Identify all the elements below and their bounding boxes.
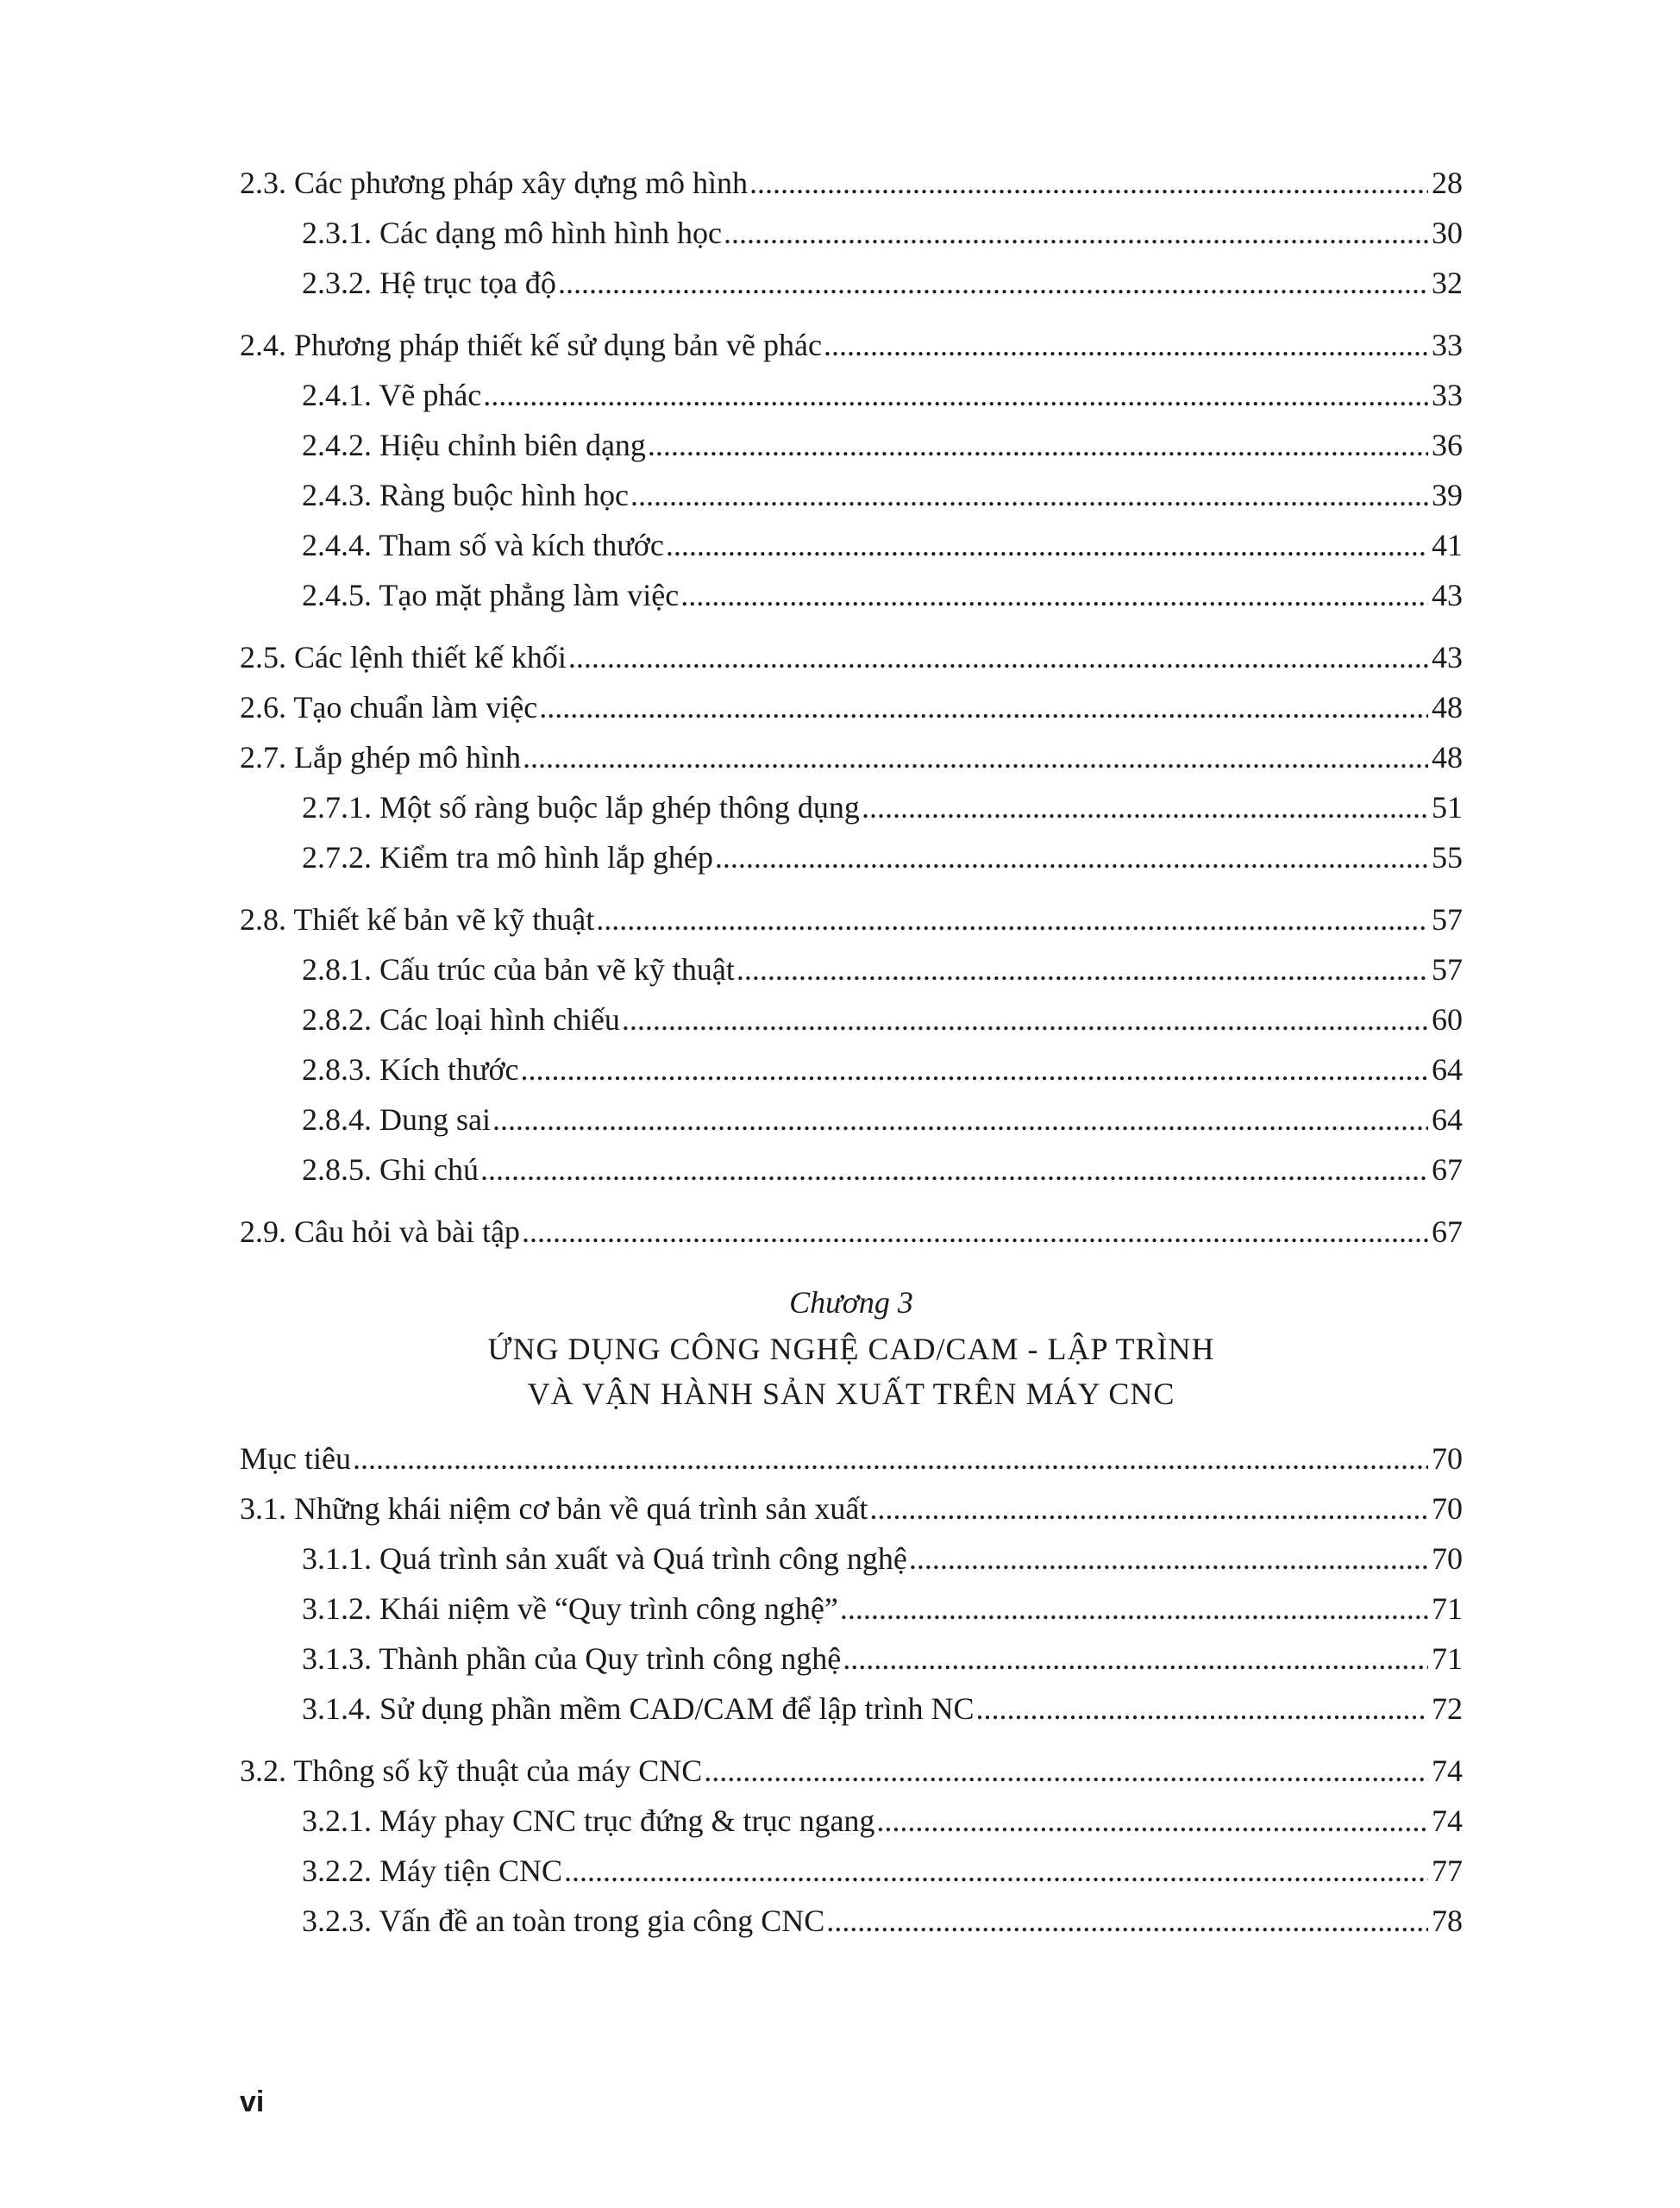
- dot-leader: [492, 1095, 1428, 1145]
- toc-entry-title: 3.2.2. Máy tiện CNC: [302, 1854, 562, 1888]
- toc-entry-page: 33: [1432, 378, 1463, 412]
- toc-subentry[interactable]: [240, 1846, 1463, 1896]
- toc-entry-title: 3.2.1. Máy phay CNC trục đứng & trục ngang: [302, 1803, 875, 1838]
- toc-entry-page: 48: [1432, 740, 1463, 775]
- toc-entry-page: 70: [1432, 1491, 1463, 1526]
- dot-leader: [975, 1684, 1428, 1734]
- dot-leader: [596, 894, 1428, 944]
- toc-entry-page: 39: [1432, 478, 1463, 512]
- toc-entry-title: 2.6. Tạo chuẩn làm việc: [240, 690, 538, 724]
- toc-entry-page: 74: [1432, 1803, 1463, 1838]
- toc-entry-title: 2.8.4. Dung sai: [302, 1102, 491, 1137]
- toc-entry-page: 71: [1432, 1591, 1463, 1626]
- toc-entry[interactable]: [240, 732, 1463, 782]
- toc-section-chapter-3: [240, 1433, 1463, 1946]
- toc-entry-page: 67: [1432, 1152, 1463, 1187]
- toc-entry-page: 74: [1432, 1753, 1463, 1788]
- toc-entry-title: 2.7.1. Một số ràng buộc lắp ghép thông dụng: [302, 790, 860, 825]
- toc-spacer: [240, 1195, 1463, 1207]
- dot-leader: [622, 994, 1428, 1044]
- toc-spacer: [240, 882, 1463, 894]
- dot-leader: [840, 1584, 1428, 1634]
- toc-entry-title: 3.2.3. Vấn đề an toàn trong gia công CNC: [302, 1904, 825, 1938]
- toc-entry-page: 57: [1432, 902, 1463, 937]
- toc-subentry[interactable]: [240, 944, 1463, 994]
- toc-subentry[interactable]: [240, 1534, 1463, 1584]
- dot-leader: [826, 1896, 1428, 1946]
- dot-leader: [824, 320, 1428, 370]
- dot-leader: [680, 570, 1428, 620]
- toc-subentry[interactable]: [240, 1044, 1463, 1095]
- dot-leader: [558, 258, 1428, 308]
- toc-entry[interactable]: [240, 632, 1463, 682]
- toc-entry[interactable]: [240, 1433, 1463, 1484]
- toc-entry-title: 2.4. Phương pháp thiết kế sử dụng bản vẽ phác: [240, 328, 822, 362]
- toc-entry-page: 64: [1432, 1102, 1463, 1137]
- toc-entry-title: 3.1.4. Sử dụng phần mềm CAD/CAM để lập trình NC: [302, 1691, 975, 1726]
- toc-entry-page: 57: [1432, 952, 1463, 987]
- toc-spacer: [240, 1734, 1463, 1746]
- toc-entry-title: 2.4.1. Vẽ phác: [302, 378, 482, 412]
- toc-subentry[interactable]: [240, 370, 1463, 420]
- toc-entry[interactable]: [240, 894, 1463, 944]
- toc-subentry[interactable]: [240, 258, 1463, 308]
- toc-subentry[interactable]: [240, 782, 1463, 832]
- dot-leader: [724, 208, 1428, 258]
- toc-entry-title: 3.1. Những khái niệm cơ bản về quá trình sản xuất: [240, 1491, 868, 1526]
- toc-entry-title: 3.1.2. Khái niệm về “Quy trình công nghệ”: [302, 1591, 838, 1626]
- toc-entry-page: 30: [1432, 216, 1463, 250]
- toc-entry-title: 2.4.3. Ràng buộc hình học: [302, 478, 629, 512]
- toc-entry-page: 70: [1432, 1541, 1463, 1576]
- toc-entry-page: 51: [1432, 790, 1463, 825]
- dot-leader: [522, 1207, 1428, 1257]
- toc-entry-page: 60: [1432, 1002, 1463, 1037]
- toc-entry-page: 33: [1432, 328, 1463, 362]
- toc-entry-title: Mục tiêu: [240, 1441, 351, 1476]
- dot-leader: [843, 1634, 1428, 1684]
- toc-entry-page: 48: [1432, 690, 1463, 724]
- chapter-title-line-1: ỨNG DỤNG CÔNG NGHỆ CAD/CAM - LẬP TRÌNH: [487, 1332, 1215, 1366]
- toc-subentry[interactable]: [240, 1095, 1463, 1145]
- toc-subentry[interactable]: [240, 1145, 1463, 1195]
- dot-leader: [869, 1484, 1428, 1534]
- toc-entry-title: 2.8.2. Các loại hình chiếu: [302, 1002, 620, 1037]
- chapter-heading: [240, 1278, 1463, 1416]
- toc-entry-title: 2.8. Thiết kế bản vẽ kỹ thuật: [240, 902, 595, 937]
- toc-entry-title: 3.1.3. Thành phần của Quy trình công nghệ: [302, 1641, 842, 1676]
- toc-entry-title: 2.3.2. Hệ trục tọa độ: [302, 266, 556, 300]
- toc-entry[interactable]: [240, 320, 1463, 370]
- toc-subentry[interactable]: [240, 1584, 1463, 1634]
- toc-entry-page: 78: [1432, 1904, 1463, 1938]
- toc-section-chapter-2: [240, 158, 1463, 1257]
- chapter-label: Chương 3: [789, 1285, 913, 1320]
- toc-entry-title: 2.7. Lắp ghép mô hình: [240, 740, 521, 775]
- toc-entry-title: 2.7.2. Kiểm tra mô hình lắp ghép: [302, 840, 713, 875]
- toc-entry-page: 28: [1432, 166, 1463, 200]
- dot-leader: [564, 1846, 1428, 1896]
- dot-leader: [353, 1433, 1428, 1484]
- toc-entry[interactable]: [240, 1746, 1463, 1796]
- toc-entry-page: 64: [1432, 1052, 1463, 1087]
- toc-subentry[interactable]: [240, 420, 1463, 470]
- dot-leader: [539, 682, 1428, 732]
- toc-entry-title: 2.4.2. Hiệu chỉnh biên dạng: [302, 428, 646, 462]
- dot-leader: [480, 1145, 1428, 1195]
- toc-entry[interactable]: [240, 682, 1463, 732]
- toc-entry-page: 43: [1432, 640, 1463, 674]
- toc-entry-title: 2.3.1. Các dạng mô hình hình học: [302, 216, 722, 250]
- toc-entry-title: 2.8.1. Cấu trúc của bản vẽ kỹ thuật: [302, 952, 735, 987]
- toc-subentry[interactable]: [240, 570, 1463, 620]
- toc-entry[interactable]: [240, 1207, 1463, 1257]
- toc-spacer: [240, 620, 1463, 632]
- toc-entry-page: 71: [1432, 1641, 1463, 1676]
- toc-entry-title: 2.8.3. Kích thước: [302, 1052, 519, 1087]
- toc-entry-title: 2.4.4. Tham số và kích thước: [302, 528, 664, 562]
- toc-subentry[interactable]: [240, 1634, 1463, 1684]
- toc-subentry[interactable]: [240, 470, 1463, 520]
- toc-entry-title: 2.9. Câu hỏi và bài tập: [240, 1214, 520, 1249]
- toc-entry-page: 32: [1432, 266, 1463, 300]
- toc-subentry[interactable]: [240, 1796, 1463, 1846]
- dot-leader: [876, 1796, 1428, 1846]
- toc-spacer: [240, 308, 1463, 320]
- dot-leader: [737, 944, 1428, 994]
- toc-entry-page: 36: [1432, 428, 1463, 462]
- toc-entry-title: 2.5. Các lệnh thiết kế khối: [240, 640, 567, 674]
- toc-entry-page: 43: [1432, 578, 1463, 612]
- page-number-folio: vi: [240, 2086, 265, 2118]
- toc-entry-page: 67: [1432, 1214, 1463, 1249]
- toc-subentry[interactable]: [240, 1684, 1463, 1734]
- toc-entry-title: 2.4.5. Tạo mặt phẳng làm việc: [302, 578, 680, 612]
- toc-entry-title: 2.8.5. Ghi chú: [302, 1152, 479, 1187]
- toc-entry[interactable]: [240, 1484, 1463, 1534]
- dot-leader: [648, 420, 1428, 470]
- dot-leader: [749, 158, 1428, 208]
- dot-leader: [568, 632, 1428, 682]
- toc-entry-page: 41: [1432, 528, 1463, 562]
- dot-leader: [715, 832, 1428, 882]
- dot-leader: [521, 1044, 1428, 1095]
- toc-subentry[interactable]: [240, 520, 1463, 570]
- dot-leader: [862, 782, 1428, 832]
- toc-entry-title: 3.1.1. Quá trình sản xuất và Quá trình công nghệ: [302, 1541, 907, 1576]
- toc-entry[interactable]: [240, 158, 1463, 208]
- toc-subentry[interactable]: [240, 994, 1463, 1044]
- chapter-title-line-2: VÀ VẬN HÀNH SẢN XUẤT TRÊN MÁY CNC: [527, 1377, 1175, 1411]
- dot-leader: [483, 370, 1428, 420]
- toc-entry-title: 2.3. Các phương pháp xây dựng mô hình: [240, 166, 748, 200]
- toc-entry-page: 77: [1432, 1854, 1463, 1888]
- toc-entry-page: 55: [1432, 840, 1463, 875]
- toc-subentry[interactable]: [240, 1896, 1463, 1946]
- dot-leader: [704, 1746, 1428, 1796]
- toc-subentry[interactable]: [240, 832, 1463, 882]
- toc-entry-title: 3.2. Thông số kỹ thuật của máy CNC: [240, 1753, 703, 1788]
- toc-entry-page: 70: [1432, 1441, 1463, 1476]
- dot-leader: [630, 470, 1428, 520]
- toc-entry-page: 72: [1432, 1691, 1463, 1726]
- toc-subentry[interactable]: [240, 208, 1463, 258]
- dot-leader: [909, 1534, 1428, 1584]
- dot-leader: [523, 732, 1428, 782]
- dot-leader: [666, 520, 1428, 570]
